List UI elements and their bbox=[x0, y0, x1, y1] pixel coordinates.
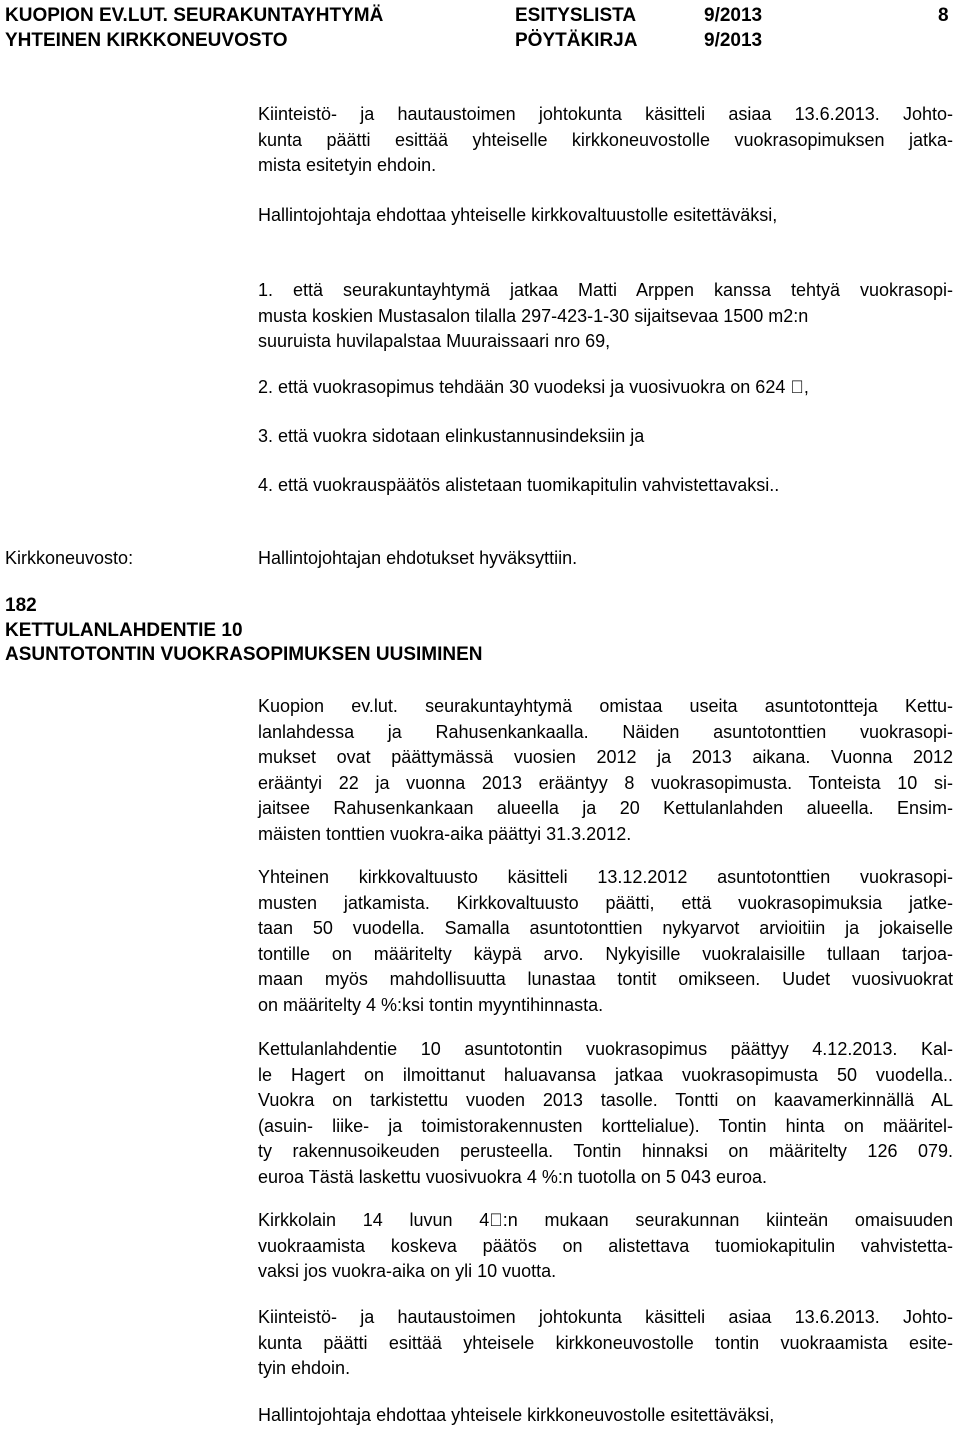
body-paragraph-5 bbox=[258, 1305, 953, 1382]
text-line: mista esitetyin ehdoin. bbox=[258, 155, 437, 175]
intro-paragraph-2 bbox=[258, 203, 953, 229]
text-line: Hallintojohtaja ehdottaa yhteisele kirkkoneuvostolle esitettäväksi, bbox=[258, 1405, 775, 1425]
text-line: 4. että vuokrauspäätös alistetaan tuomikapitulin vahvistettavaksi.. bbox=[258, 475, 780, 495]
text-line: Kiinteistö- ja hautaustoimen johtokunta käsitteli asiaa 13.6.2013. Johto- bbox=[258, 1307, 953, 1327]
text-line: mäisten tonttien vuokra-aika päättyi 31.3.2012. bbox=[258, 823, 632, 844]
header-num-line1: 9/2013 bbox=[704, 5, 763, 26]
text-line: kunta päätti esittää yhteiselle kirkkoneuvostolle vuokrasopimuksen jatka- bbox=[258, 129, 953, 150]
proposal-item-1 bbox=[258, 278, 953, 355]
text-line: Kuopion ev.lut. seurakuntayhtymä omistaa useita asuntotontteja Kettu- bbox=[258, 696, 953, 716]
text-line: (asuin- liike- ja toimistorakennusten korttelialue). Tontin hinta on määritel- bbox=[258, 1115, 953, 1136]
decision-label: Kirkkoneuvosto: bbox=[5, 548, 134, 568]
proposal-item-3 bbox=[258, 424, 953, 450]
header-document-type bbox=[515, 3, 637, 53]
body-paragraph-1 bbox=[258, 694, 953, 847]
header-org-line2: YHTEINEN KIRKKONEUVOSTO bbox=[5, 30, 288, 51]
header-document-number bbox=[704, 3, 762, 53]
text-line: lanlahdessa ja Rahusenkankaalla. Näiden asuntotonttien vuokrasopi- bbox=[258, 721, 953, 742]
text-line: Hallintojohtajan ehdotukset hyväksyttiin. bbox=[258, 548, 578, 568]
text-line: kunta päätti esittää yhteisele kirkkoneuvostolle tontin vuokraamista esite- bbox=[258, 1332, 953, 1353]
text-line: euroa Tästä laskettu vuosivuokra 4 %:n tuotolla on 5 043 euroa. bbox=[258, 1166, 767, 1187]
text-line: Hallintojohtaja ehdottaa yhteiselle kirkkovaltuustolle esitettäväksi, bbox=[258, 205, 778, 225]
text-line: ty rakennusoikeuden perusteella. Tontin hinnaksi on määritelty 126 079. bbox=[258, 1141, 953, 1161]
text-line: Kiinteistö- ja hautaustoimen johtokunta käsitteli asiaa 13.6.2013. Johto- bbox=[258, 104, 953, 124]
text-line: erääntyi 22 ja vuonna 2013 erääntyy 8 vuokrasopimusta. Tonteista 10 si- bbox=[258, 772, 953, 793]
text-line: Kirkkolain 14 luvun 4 :n mukaan seurakunnan kiinteän omaisuuden bbox=[258, 1210, 953, 1230]
body-paragraph-2 bbox=[258, 865, 953, 1018]
section-heading bbox=[5, 594, 483, 668]
text-line: Kettulanlahdentie 10 asuntotontin vuokrasopimus päättyy 4.12.2013. Kal- bbox=[258, 1039, 953, 1059]
text-line: taan 50 vuodella. Samalla asuntotonttien nykyarvot arvioitiin ja jokaiselle bbox=[258, 918, 953, 938]
header-doc-line1: ESITYSLISTA bbox=[515, 5, 637, 26]
body-paragraph-4 bbox=[258, 1208, 953, 1285]
text-line: 1. että seurakuntayhtymä jatkaa Matti Arppen kanssa tehtyä vuokrasopi- bbox=[258, 280, 953, 300]
page-number: 8 bbox=[938, 5, 949, 26]
intro-paragraph-1 bbox=[258, 102, 953, 179]
body-paragraph-6 bbox=[258, 1403, 953, 1429]
text-line: musta koskien Mustasalon tilalla 297-423-1-30 sijaitsevaa 1500 m2:n bbox=[258, 305, 809, 326]
section-number: 182 bbox=[5, 595, 37, 616]
section-title-line2: ASUNTOTONTIN VUOKRASOPIMUKSEN UUSIMINEN bbox=[5, 644, 483, 665]
text-line: mukset ovat päättymässä vuosien 2012 ja 2013 aikana. Vuonna 2012 bbox=[258, 747, 953, 767]
text-line: vaksi jos vuokra-aika on yli 10 vuotta. bbox=[258, 1261, 557, 1281]
text-line: jaitsee Rahusenkankaan alueella ja 20 Kettulanlahden alueella. Ensim- bbox=[258, 798, 953, 818]
body-paragraph-3 bbox=[258, 1037, 953, 1190]
header-num-line2: 9/2013 bbox=[704, 30, 763, 51]
text-line: vuokraamista koskeva päätös on alistettava tuomiokapitulin vahvistetta- bbox=[258, 1235, 953, 1256]
text-line: tontille on määritelty käypä arvo. Nykyisille vuokralaisille tullaan tarjoa- bbox=[258, 943, 953, 964]
text-line: musten jatkamista. Kirkkovaltuusto päätti, että vuokrasopimuksia jatke- bbox=[258, 892, 953, 913]
text-line: le Hagert on ilmoittanut haluavansa jatkaa vuokrasopimusta 50 vuodella.. bbox=[258, 1064, 953, 1085]
text-line: 3. että vuokra sidotaan elinkustannusindeksiin ja bbox=[258, 426, 645, 446]
text-line: on määritelty 4 %:ksi tontin myyntihinnasta. bbox=[258, 994, 604, 1015]
text-line: Vuokra on tarkistettu vuoden 2013 tasolle. Tontti on kaavamerkinnällä AL bbox=[258, 1090, 953, 1110]
text-line: tyin ehdoin. bbox=[258, 1358, 351, 1378]
text-line: suuruista huvilapalstaa Muuraissaari nro 69, bbox=[258, 331, 611, 351]
decision-text bbox=[258, 546, 953, 572]
proposal-item-4 bbox=[258, 473, 953, 499]
proposal-item-2 bbox=[258, 375, 953, 401]
header-org-line1: KUOPION EV.LUT. SEURAKUNTAYHTYMÄ bbox=[5, 5, 384, 26]
header-organization bbox=[5, 3, 383, 53]
text-line: Yhteinen kirkkovaltuusto käsitteli 13.12.2012 asuntotonttien vuokrasopi- bbox=[258, 867, 953, 887]
text-line: maan myös mahdollisuutta lunastaa tontit omikseen. Uudet vuosivuokrat bbox=[258, 969, 953, 989]
header-doc-line2: PÖYTÄKIRJA bbox=[515, 30, 638, 51]
text-line: 2. että vuokrasopimus tehdään 30 vuodeksi ja vuosivuokra on 624 , bbox=[258, 377, 796, 397]
section-title-line1: KETTULANLAHDENTIE 10 bbox=[5, 619, 243, 641]
